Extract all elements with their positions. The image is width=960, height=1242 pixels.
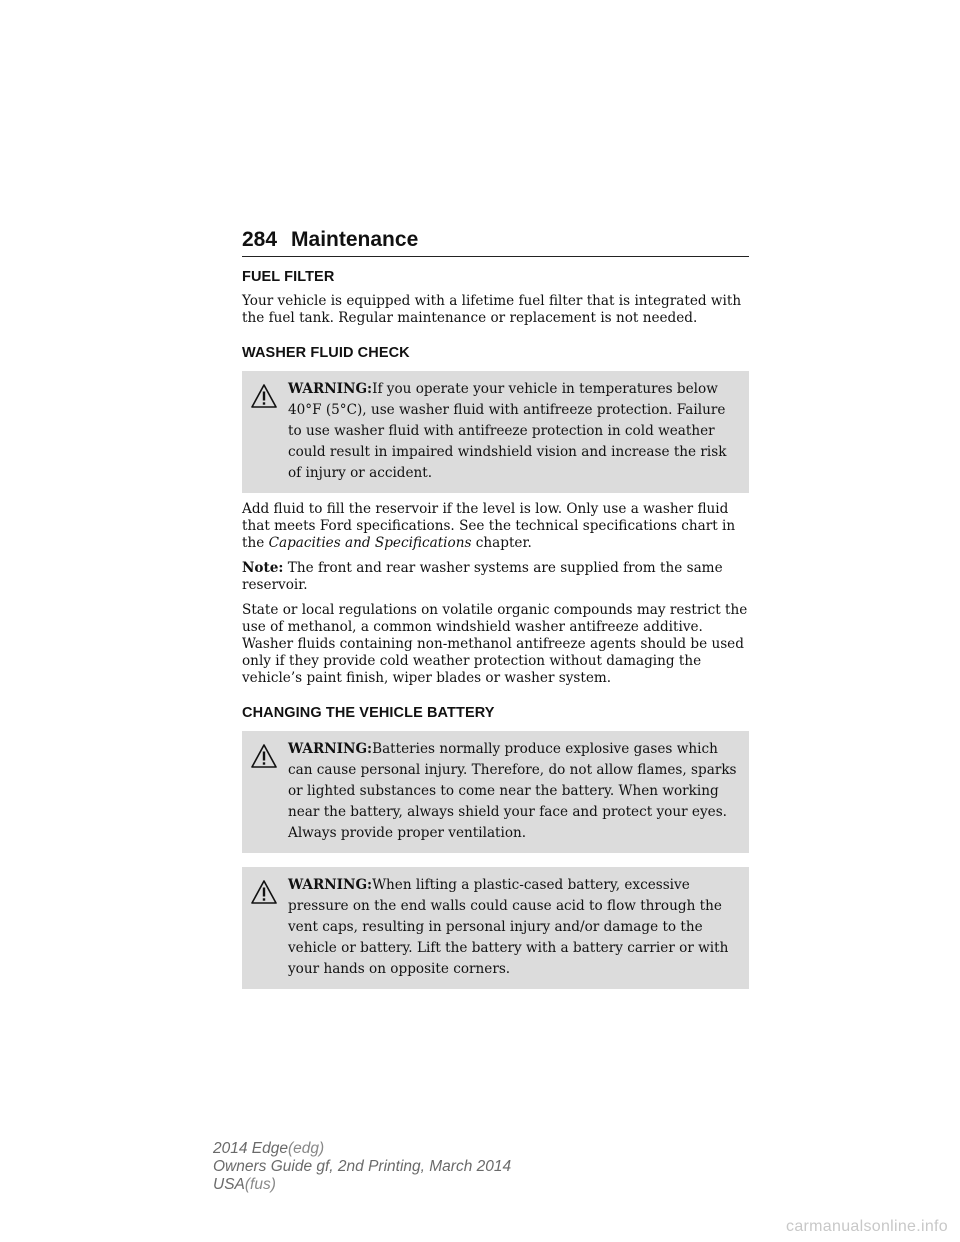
footer-model: 2014 Edge <box>213 1140 288 1157</box>
note-paragraph <box>242 560 749 594</box>
note-label: Note: <box>242 560 284 576</box>
fuel-filter-body: Your vehicle is equipped with a lifetime fuel filter that is integrated with the fuel tank. Regular maintenance or replacement is not needed. <box>242 293 742 326</box>
warning-text: If you operate your vehicle in temperatures below 40°F (5°C), use washer fluid with antifreeze protection. Failure to use washer fluid with antifreeze protection in cold weather could result in impaired windshield vision and increase the risk of injury or accident. <box>288 381 727 481</box>
footer-line-2: Owners Guide gf, 2nd Printing, March 2014 <box>213 1158 512 1175</box>
site-watermark: carmanualsonline.info <box>786 1218 948 1235</box>
warning-triangle-icon <box>250 879 278 905</box>
warning-label: WARNING: <box>288 381 373 397</box>
washer-fluid-paragraph <box>242 501 749 552</box>
battery-heading: CHANGING THE VEHICLE BATTERY <box>242 705 495 721</box>
warning-triangle-icon <box>250 383 278 409</box>
footer-line-1 <box>213 1140 511 1158</box>
paragraph-text-end: chapter. <box>475 535 532 551</box>
footer-line-3 <box>213 1176 511 1194</box>
washer-fluid-warning <box>242 371 749 493</box>
footer-market-code: (fus) <box>244 1176 276 1193</box>
fuel-filter-heading: FUEL FILTER <box>242 269 335 285</box>
chapter-title: Maintenance <box>291 228 419 251</box>
washer-fluid-heading: WASHER FLUID CHECK <box>242 345 410 361</box>
footer-model-code: (edg) <box>288 1140 325 1157</box>
page-number: 284 <box>242 228 278 251</box>
battery-warning-2 <box>242 867 749 989</box>
page-header <box>242 228 749 257</box>
warning-label: WARNING: <box>288 741 373 757</box>
warning-text: Batteries normally produce explosive gases which can cause personal injury. Therefore, do not allow flames, sparks or lighted substances to come near the battery. When working near the battery, always shield your face and protect your eyes. Always provide proper ventilation. <box>288 741 737 841</box>
paragraph-text: Add fluid to fill the reservoir if the level is low. Only use a washer fluid that meets Ford specifications. See the technical specifications chart in the <box>242 501 736 551</box>
chapter-reference: Capacities and Specifications <box>268 535 472 551</box>
footer-market: USA <box>213 1176 245 1193</box>
note-text: The front and rear washer systems are supplied from the same reservoir. <box>242 560 723 593</box>
print-footer <box>213 1140 511 1194</box>
warning-text: When lifting a plastic-cased battery, excessive pressure on the end walls could cause acid to flow through the vent caps, resulting in personal injury and/or damage to the vehicle or battery. Lift the battery with a battery carrier or with your hands on opposite corners. <box>288 877 729 977</box>
regulations-paragraph: State or local regulations on volatile organic compounds may restrict the use of methanol, a common windshield washer antifreeze additive. Washer fluids containing non-methanol antifreeze agents should be used only if they provide cold weather protection without damaging the vehicle’s paint finish, wiper blades or washer system. <box>242 602 748 686</box>
warning-triangle-icon <box>250 743 278 769</box>
warning-label: WARNING: <box>288 877 373 893</box>
battery-warning-1 <box>242 731 749 853</box>
manual-page <box>242 228 749 997</box>
